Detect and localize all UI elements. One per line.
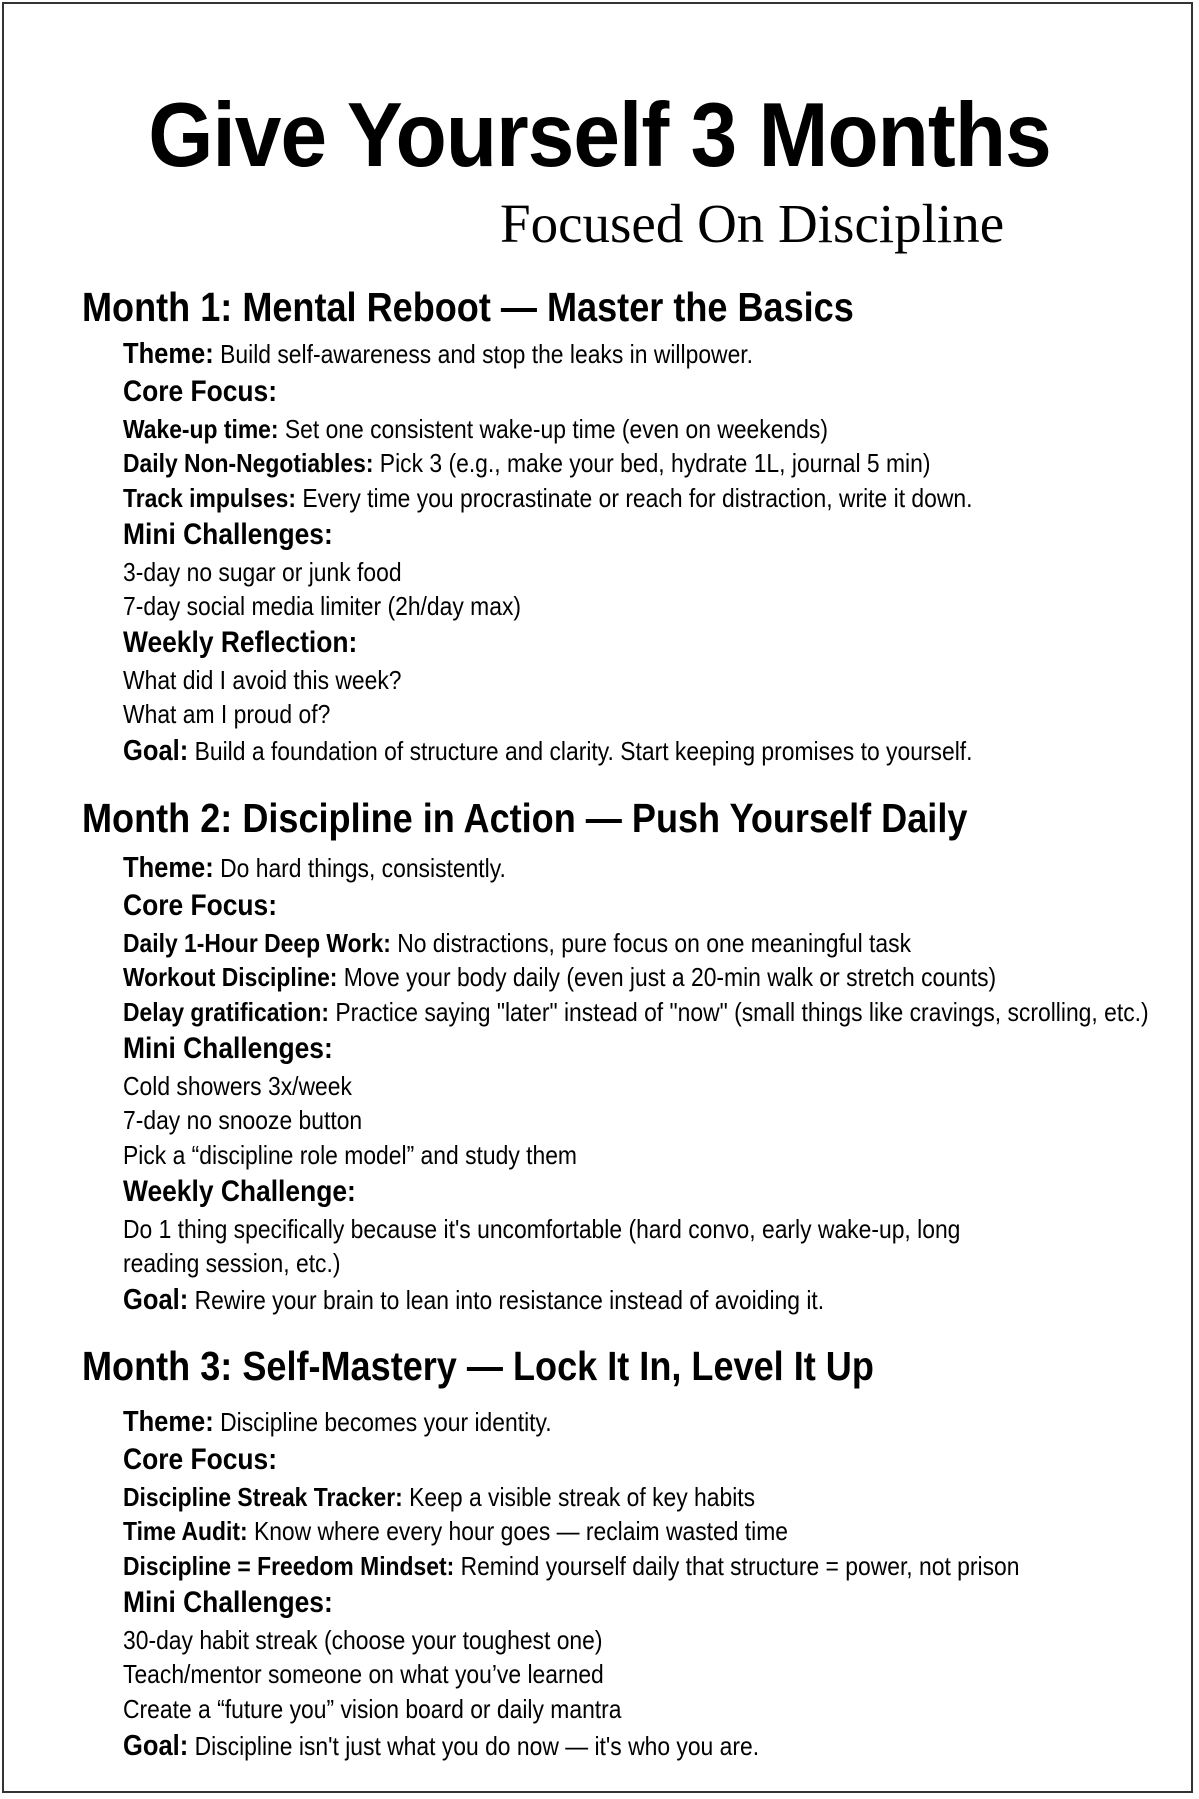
month-3-mini-item: 30-day habit streak (choose your toughest one) bbox=[123, 1625, 603, 1655]
month-2-core-item bbox=[123, 961, 996, 993]
goal-label: Goal: bbox=[123, 735, 189, 767]
month-1-weekly-item: What am I proud of? bbox=[123, 699, 331, 729]
page-title: Give Yourself 3 Months bbox=[148, 85, 1051, 186]
goal-text: Build a foundation of structure and clarity. Start keeping promises to yourself. bbox=[194, 736, 973, 766]
core-item-text: Keep a visible streak of key habits bbox=[409, 1482, 756, 1512]
month-3-core-item bbox=[123, 1550, 1020, 1582]
month-3-mini-item: Create a “future you” vision board or daily mantra bbox=[123, 1694, 622, 1724]
theme-text: Do hard things, consistently. bbox=[220, 853, 506, 883]
core-item-text: Know where every hour goes — reclaim wasted time bbox=[253, 1516, 789, 1546]
month-2-theme bbox=[123, 852, 506, 884]
core-item-label: Workout Discipline: bbox=[123, 962, 338, 992]
month-3-goal bbox=[123, 1730, 759, 1762]
goal-text: Discipline isn't just what you do now — it's who you are. bbox=[194, 1731, 760, 1761]
core-item-text: Set one consistent wake-up time (even on weekends) bbox=[284, 414, 828, 444]
core-item-label: Discipline Streak Tracker: bbox=[123, 1482, 403, 1512]
month-1-core-item bbox=[123, 447, 930, 479]
core-item-label: Delay gratification: bbox=[123, 997, 329, 1027]
theme-text: Build self-awareness and stop the leaks in willpower. bbox=[220, 339, 754, 369]
theme-label: Theme: bbox=[123, 338, 214, 370]
core-item-text: No distractions, pure focus on one meaningful task bbox=[397, 928, 912, 958]
goal-label: Goal: bbox=[123, 1284, 189, 1316]
core-item-label: Time Audit: bbox=[123, 1516, 248, 1546]
core-item-text: Pick 3 (e.g., make your bed, hydrate 1L, journal 5 min) bbox=[379, 448, 931, 478]
core-item-label: Wake-up time: bbox=[123, 414, 279, 444]
month-1-mini-item: 3-day no sugar or junk food bbox=[123, 557, 402, 587]
month-1-core-label: Core Focus: bbox=[123, 375, 278, 408]
core-item-label: Track impulses: bbox=[123, 483, 296, 513]
page-subtitle: Focused On Discipline bbox=[500, 193, 1005, 254]
month-2-core-item bbox=[123, 996, 1149, 1028]
month-2-weekly-label: Weekly Challenge: bbox=[123, 1175, 356, 1208]
month-2-mini-item: Pick a “discipline role model” and study them bbox=[123, 1140, 577, 1170]
month-3-mini-label: Mini Challenges: bbox=[123, 1586, 333, 1619]
month-1-heading: Month 1: Mental Reboot — Master the Basics bbox=[82, 284, 854, 330]
month-2-mini-item: 7-day no snooze button bbox=[123, 1105, 363, 1135]
month-1-theme bbox=[123, 338, 753, 370]
goal-label: Goal: bbox=[123, 1730, 189, 1762]
month-2-goal bbox=[123, 1284, 824, 1316]
month-1-core-item bbox=[123, 482, 972, 514]
month-1-mini-label: Mini Challenges: bbox=[123, 518, 333, 551]
core-item-text: Remind yourself daily that structure = power, not prison bbox=[460, 1551, 1020, 1581]
month-3-core-item bbox=[123, 1515, 788, 1547]
core-item-label: Discipline = Freedom Mindset: bbox=[123, 1551, 455, 1581]
goal-text: Rewire your brain to lean into resistance instead of avoiding it. bbox=[194, 1285, 825, 1315]
month-1-mini-item: 7-day social media limiter (2h/day max) bbox=[123, 591, 522, 621]
theme-label: Theme: bbox=[123, 852, 214, 884]
core-item-text: Move your body daily (even just a 20-min walk or stretch counts) bbox=[343, 962, 997, 992]
month-1-core-item bbox=[123, 413, 828, 445]
core-item-label: Daily Non-Negotiables: bbox=[123, 448, 374, 478]
theme-label: Theme: bbox=[123, 1406, 214, 1438]
month-2-mini-label: Mini Challenges: bbox=[123, 1032, 333, 1065]
month-1-weekly-label: Weekly Reflection: bbox=[123, 626, 358, 659]
theme-text: Discipline becomes your identity. bbox=[220, 1407, 552, 1437]
month-2-weekly-item: reading session, etc.) bbox=[123, 1248, 341, 1278]
core-item-text: Practice saying "later" instead of "now" (small things like cravings, scrolling, etc.) bbox=[335, 997, 1149, 1027]
core-item-text: Every time you procrastinate or reach for distraction, write it down. bbox=[302, 483, 973, 513]
month-2-heading: Month 2: Discipline in Action — Push Yourself Daily bbox=[82, 795, 968, 841]
month-3-core-label: Core Focus: bbox=[123, 1443, 278, 1476]
month-1-goal bbox=[123, 735, 973, 767]
month-2-core-label: Core Focus: bbox=[123, 889, 278, 922]
month-3-core-item bbox=[123, 1481, 755, 1513]
month-2-core-item bbox=[123, 927, 911, 959]
month-3-mini-item: Teach/mentor someone on what you’ve learned bbox=[123, 1659, 604, 1689]
month-1-weekly-item: What did I avoid this week? bbox=[123, 665, 402, 695]
core-item-label: Daily 1-Hour Deep Work: bbox=[123, 928, 391, 958]
month-3-heading: Month 3: Self-Mastery — Lock It In, Level It Up bbox=[82, 1343, 874, 1389]
month-2-weekly-item: Do 1 thing specifically because it's uncomfortable (hard convo, early wake-up, long bbox=[123, 1214, 961, 1244]
month-2-mini-item: Cold showers 3x/week bbox=[123, 1071, 352, 1101]
month-3-theme bbox=[123, 1406, 552, 1438]
